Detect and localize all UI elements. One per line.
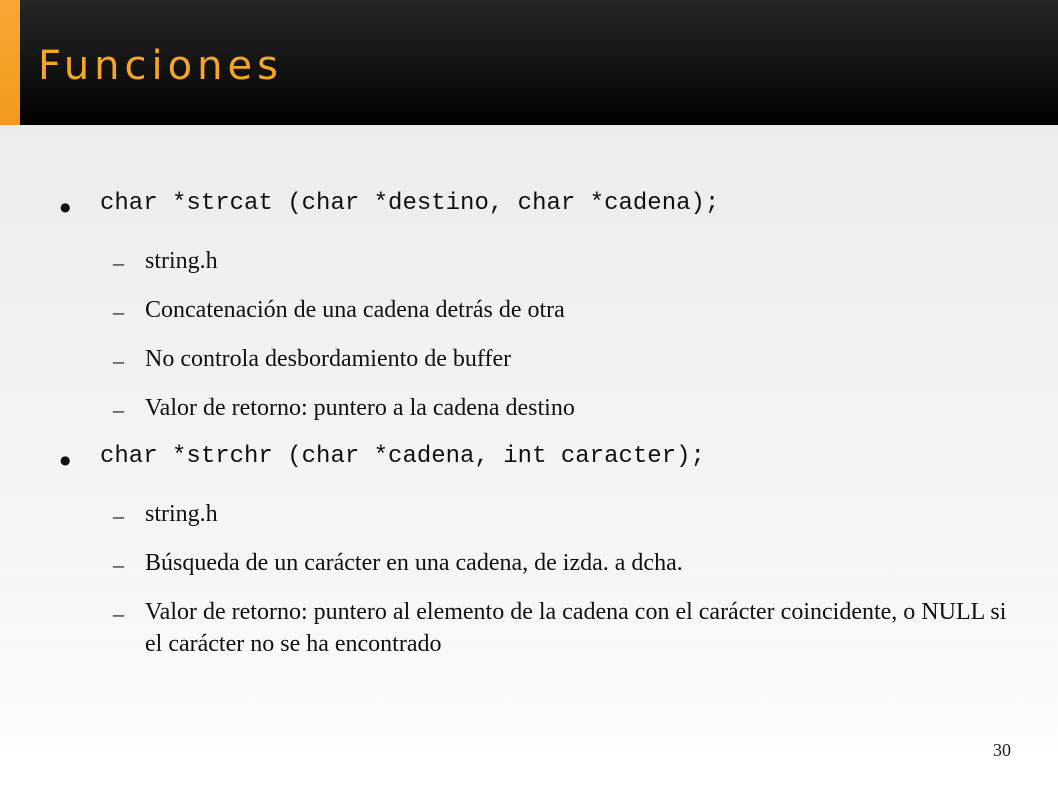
function-signature-strchr: char *strchr (char *cadena, int caracter); [100, 443, 705, 470]
list-item: Valor de retorno: puntero a la cadena destino [145, 395, 575, 421]
dash-icon: – [113, 348, 124, 373]
list-item: string.h [145, 248, 218, 274]
dash-icon: – [113, 552, 124, 577]
list-item: Concatenación de una cadena detrás de otra [145, 297, 565, 323]
list-item: No controla desbordamiento de buffer [145, 346, 512, 372]
slide-title: Funciones [38, 43, 283, 89]
bullet-icon: ● [60, 453, 71, 467]
dash-icon: – [113, 250, 124, 275]
list-item: Búsqueda de un carácter en una cadena, de izda. a dcha. [145, 550, 683, 576]
dash-icon: – [113, 299, 124, 324]
dash-icon: – [113, 397, 124, 422]
bullet-icon: ● [60, 200, 71, 214]
list-item: Valor de retorno: puntero al elemento de la cadena con el carácter coincidente, o NULL si el carácter no se ha encontrado [145, 599, 1007, 657]
list-item: string.h [145, 501, 218, 527]
page-number: 30 [993, 740, 1011, 760]
dash-icon: – [113, 503, 124, 528]
dash-icon: – [113, 601, 124, 626]
function-signature-strcat: char *strcat (char *destino, char *cadena); [100, 190, 720, 217]
